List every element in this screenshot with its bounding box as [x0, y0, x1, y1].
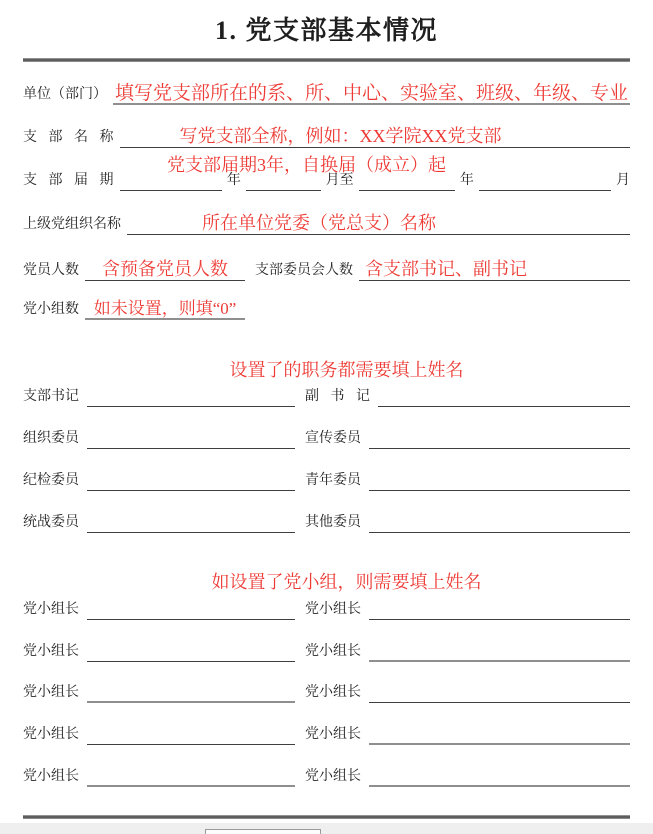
group-leader-label: 党小组长 [23, 644, 79, 659]
group-count-annotation: 如未设置，则填“0” [93, 299, 237, 318]
group-leader-label: 党小组长 [23, 685, 79, 700]
unit-annotation: 填写党支部所在的系、所、中心、实验室、班级、年级、专业 [114, 83, 628, 104]
group-leader-input-line [87, 598, 295, 620]
position-label: 统战委员 [23, 515, 79, 530]
field-row-term [23, 165, 630, 191]
group-leader-row [23, 677, 630, 703]
term-year-start-input-line [120, 169, 222, 191]
position-input-line [87, 469, 295, 491]
position-input-line [87, 427, 295, 449]
group-leader-label: 党小组长 [305, 602, 361, 617]
field-row-unit [23, 79, 630, 105]
position-input-line [378, 385, 630, 407]
group-leader-row [23, 594, 630, 620]
group-leader-label: 党小组长 [305, 644, 361, 659]
group-leader-row [23, 636, 630, 662]
position-label: 支部书记 [23, 389, 79, 404]
group-leader-input-line [369, 640, 630, 662]
position-input-line [369, 427, 630, 449]
position-label: 宣传委员 [305, 431, 361, 446]
term-unit-month: 月 [616, 173, 630, 188]
field-row-parent-org [23, 209, 630, 235]
group-count-label: 党小组数 [23, 302, 79, 317]
group-leader-label: 党小组长 [305, 685, 361, 700]
parent-org-input-line [127, 213, 630, 235]
parent-org-label: 上级党组织名称 [23, 217, 121, 232]
committee-count-annotation: 含支部书记、副书记 [365, 259, 527, 279]
position-label: 纪检委员 [23, 473, 79, 488]
group-leader-label: 党小组长 [23, 727, 79, 742]
branch-name-label: 支 部 名 称 [23, 130, 114, 145]
term-unit-year2: 年 [459, 173, 474, 188]
field-row-counts [23, 255, 630, 281]
branch-name-input-line [120, 126, 631, 148]
member-count-annotation: 含预备党员人数 [102, 259, 228, 279]
position-input-line [87, 385, 295, 407]
term-annotation: 党支部届期3年，自换届（成立）起 [167, 155, 446, 175]
top-rule [23, 58, 630, 62]
position-label: 组织委员 [23, 431, 79, 446]
group-leader-input-line [87, 723, 295, 745]
group-count-input-line [85, 298, 245, 320]
committee-count-input-line [359, 259, 630, 281]
branch-name-annotation: 写党支部全称，例如：XX学院XX党支部 [179, 126, 502, 146]
group-leader-input-line [87, 765, 295, 787]
field-row-group-count [23, 294, 630, 320]
term-unit-year1: 年 [226, 173, 241, 188]
group-leader-input-line [369, 598, 630, 620]
positions-row [23, 507, 630, 533]
group-leader-input-line [369, 681, 630, 703]
viewer-page-control-partial[interactable] [205, 829, 321, 834]
position-input-line [369, 511, 630, 533]
field-row-branch-name [23, 122, 630, 148]
unit-input-line [113, 83, 630, 105]
positions-row [23, 465, 630, 491]
group-leader-row [23, 761, 630, 787]
group-leader-label: 党小组长 [305, 769, 361, 784]
position-label: 副 书 记 [305, 389, 370, 404]
group-leader-label: 党小组长 [23, 769, 79, 784]
member-count-input-line [85, 259, 245, 281]
group-leader-input-line [369, 765, 630, 787]
positions-section-note: 设置了的职务都需要填上姓名 [229, 360, 464, 380]
position-label: 其他委员 [305, 515, 361, 530]
positions-row [23, 381, 630, 407]
group-leader-label: 党小组长 [305, 727, 361, 742]
page-title: 1. 党支部基本情况 [214, 16, 438, 45]
group-leaders-section-note: 如设置了党小组，则需要填上姓名 [211, 572, 482, 592]
term-month-start-input-line [246, 169, 321, 191]
term-label: 支 部 届 期 [23, 173, 114, 188]
unit-label: 单位（部门） [23, 87, 107, 102]
term-unit-month-to: 月至 [325, 173, 354, 188]
group-leader-label: 党小组长 [23, 602, 79, 617]
parent-org-annotation: 所在单位党委（党总支）名称 [202, 213, 436, 233]
position-input-line [87, 511, 295, 533]
group-leader-row [23, 719, 630, 745]
positions-row [23, 423, 630, 449]
term-month-end-input-line [479, 169, 611, 191]
position-label: 青年委员 [305, 473, 361, 488]
term-year-end-input-line [359, 169, 455, 191]
member-count-label: 党员人数 [23, 263, 79, 278]
committee-count-label: 支部委员会人数 [255, 263, 353, 278]
group-leader-input-line [87, 640, 295, 662]
viewer-footer-strip [0, 823, 653, 834]
position-input-line [369, 469, 630, 491]
bottom-rule [23, 815, 630, 819]
group-leader-input-line [369, 723, 630, 745]
group-leader-input-line [87, 681, 295, 703]
